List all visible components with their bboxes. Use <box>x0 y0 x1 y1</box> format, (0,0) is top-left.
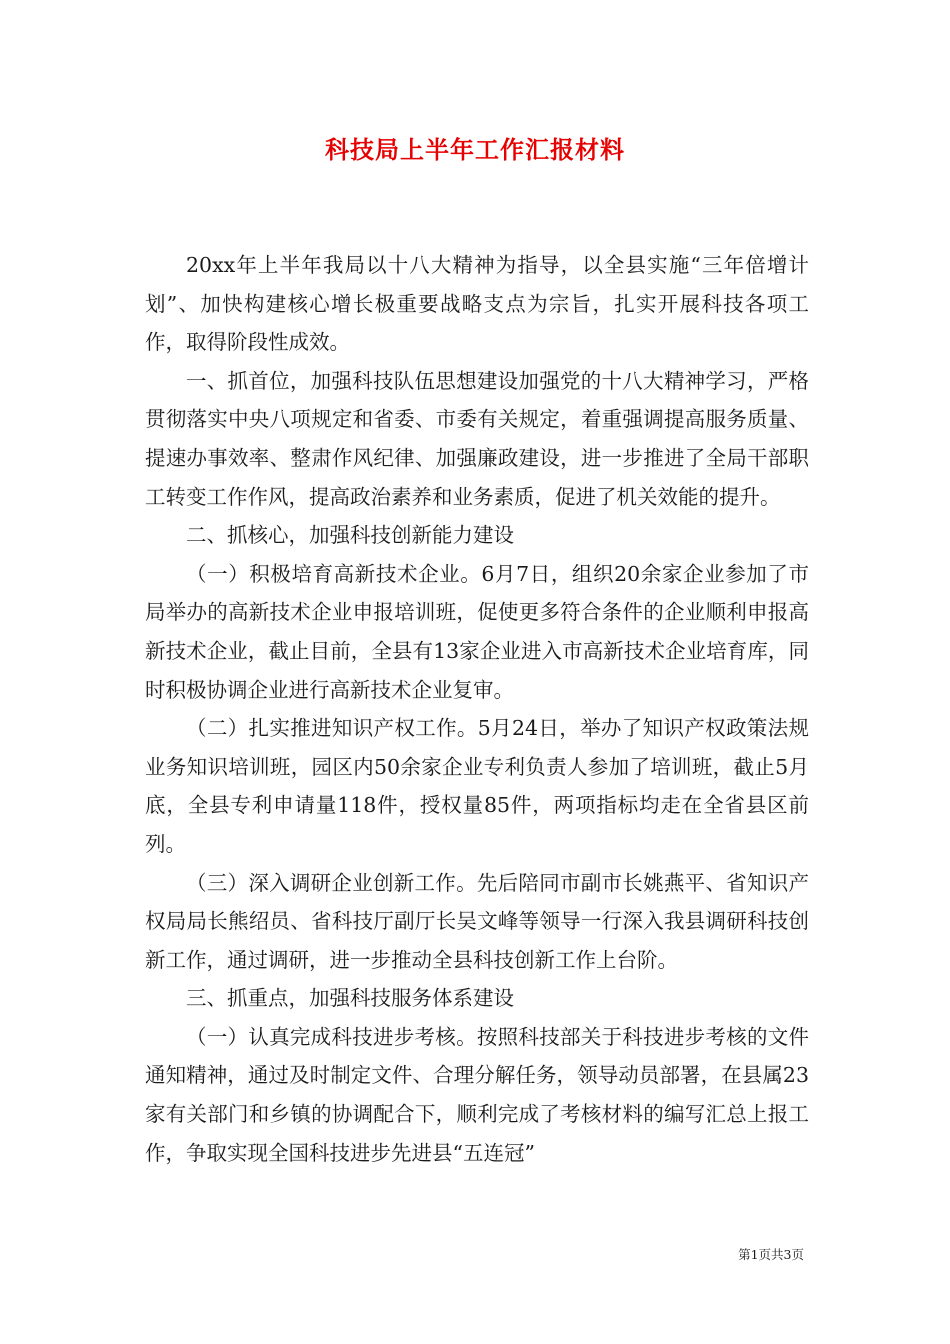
heading-section-3: 三、抓重点，加强科技服务体系建设 <box>186 986 514 1011</box>
page-number-footer: 第1页共3页 <box>738 1247 804 1262</box>
paragraph-section-2-item-2: （二）扎实推进知识产权工作。5月24日，举办了知识产权政策法规业务知识培训班，园区内50余家企业专利负责人参加了培训班，截止5月底，全县专利申请量118件，授权量85件，两项指标均走在全省县区前列。 <box>145 716 809 856</box>
document-title: 科技局上半年工作汇报材料 <box>325 135 625 164</box>
heading-section-2: 二、抓核心，加强科技创新能力建设 <box>186 523 514 548</box>
paragraph-section-2-item-1: （一）积极培育高新技术企业。6月7日，组织20余家企业参加了市局举办的高新技术企业申报培训班，促使更多符合条件的企业顺利申报高新技术企业，截止目前，全县有13家企业进入市高新技术企业培育库，同时积极协调企业进行高新技术企业复审。 <box>145 561 809 702</box>
document-body <box>145 246 809 1172</box>
paragraph-intro: 20xx年上半年我局以十八大精神为指导，以全县实施“三年倍增计划”、加快构建核心增长极重要战略支点为宗旨，扎实开展科技各项工作，取得阶段性成效。 <box>145 253 809 355</box>
paragraph-section-3-item-1: （一）认真完成科技进步考核。按照科技部关于科技进步考核的文件通知精神，通过及时制定文件、合理分解任务，领导动员部署，在县属23家有关部门和乡镇的协调配合下，顺利完成了考核材料的编写汇总上报工作，争取实现全国科技进步先进县“五连冠” <box>145 1024 809 1165</box>
paragraph-section-2-item-3: （三）深入调研企业创新工作。先后陪同市副市长姚燕平、省知识产权局局长熊绍员、省科技厅副厅长吴文峰等领导一行深入我县调研科技创新工作，通过调研，进一步推动全县科技创新工作上台阶。 <box>145 870 809 972</box>
paragraph-section-1: 一、抓首位，加强科技队伍思想建设加强党的十八大精神学习，严格贯彻落实中央八项规定和省委、市委有关规定，着重强调提高服务质量、提速办事效率、整肃作风纪律、加强廉政建设，进一步推进了全局干部职工转变工作作风，提高政治素养和业务素质，促进了机关效能的提升。 <box>145 368 809 509</box>
